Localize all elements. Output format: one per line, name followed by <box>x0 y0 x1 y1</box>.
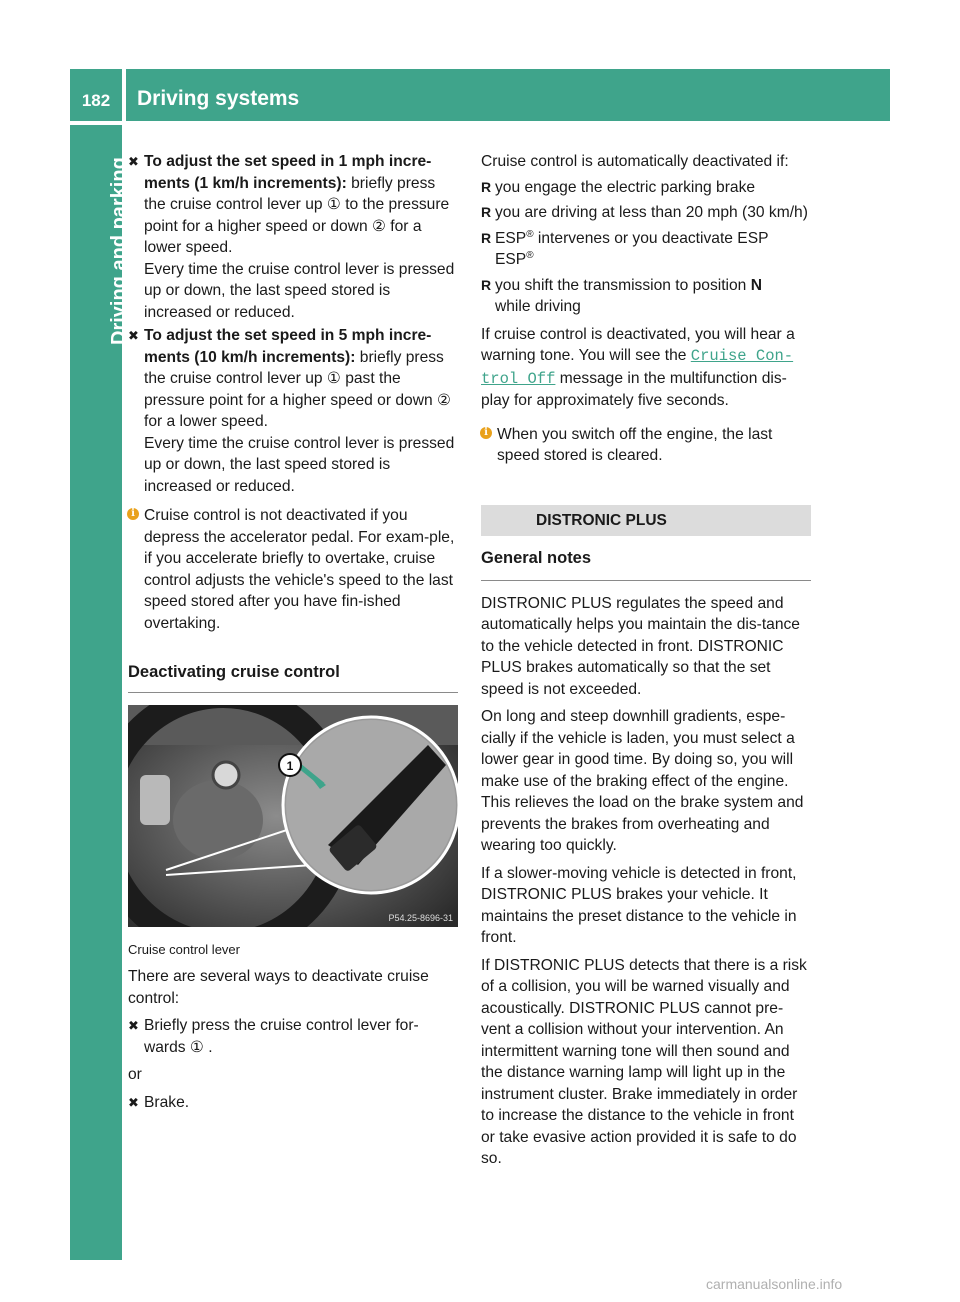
step-text: Brake. <box>144 1093 190 1111</box>
photo-code: P54.25-8696-31 <box>388 912 453 923</box>
info-text: When you switch off the engine, the last speed stored is cleared. <box>497 425 773 464</box>
cruise-lever-photo <box>128 705 458 927</box>
paragraph: If DISTRONIC PLUS detects that there is a risk of a collision, you will be warned visually and acoustically. DISTRONIC PLUS cannot pre-vent a collision without your intervention. An intermittent warning tone will then sound and the distance warning lamp will light up in the instrument cluster. Brake immediately in order to increase the distance to the vehicle in front or take evasive action provided it is safe to do so. <box>481 956 807 1167</box>
chapter-label-wrap <box>70 125 130 355</box>
instruction-step <box>128 325 458 497</box>
list-item-text: while driving <box>495 298 581 315</box>
step-extra: Every time the cruise control lever is pressed up or down, the last speed stored is increased or reduced. <box>144 434 455 495</box>
page-number: 182 <box>70 69 122 121</box>
info-note <box>128 505 458 634</box>
list-item-text: intervenes or you deactivate ESP <box>537 229 769 247</box>
page-header <box>70 69 890 121</box>
paragraph: There are several ways to deactivate cruise control: <box>128 968 429 1007</box>
chapter-label: Driving and parking <box>108 157 130 345</box>
info-icon: i <box>127 508 139 520</box>
paragraph: DISTRONIC PLUS regulates the speed and automatically helps you maintain the dis-tance to the vehicle detected in front. DISTRONIC PLUS brakes automatically so that the set speed is not exceeded. <box>481 594 800 698</box>
step-arrow-icon: ✖ <box>128 328 139 343</box>
registered-mark: ® <box>526 228 534 240</box>
bullet-icon: R <box>481 204 492 220</box>
step-heading: To adjust the set speed in 5 mph incre-ments (10 km/h increments): <box>144 327 432 366</box>
esp-label: ESP <box>495 251 527 268</box>
right-column <box>481 151 811 1170</box>
step-text: briefly press the cruise control lever up ① to the pressure point for a higher speed or down ② for a lower speed. <box>144 174 450 256</box>
step-arrow-icon: ✖ <box>128 154 139 169</box>
section-banner: DISTRONIC PLUS <box>481 505 811 537</box>
section-heading: Deactivating cruise control <box>128 662 458 693</box>
info-note <box>481 424 811 467</box>
bullet-icon: R <box>481 276 492 293</box>
photo-caption: Cruise control lever <box>128 941 240 957</box>
instruction-step <box>128 1092 458 1114</box>
bullet-icon: R <box>481 229 492 246</box>
step-heading: To adjust the set speed in 1 mph incre-ments (1 km/h increments): <box>144 153 432 192</box>
step-extra: Every time the cruise control lever is pressed up or down, the last speed stored is increased or reduced. <box>144 260 455 321</box>
photo-callout-number: 1 <box>286 758 294 773</box>
paragraph: On long and steep downhill gradients, espe-cially if the vehicle is laden, you must select a lower gear in good time. By doing so, you will make use of the braking effect of the engine. This relieves the load on the brake system and prevents the brakes from overheating and wearing too quickly. <box>481 708 804 854</box>
step-text: briefly press the cruise control lever up ① past the pressure point for a higher speed or down ② for a lower speed. <box>144 348 451 430</box>
esp-label: ESP <box>495 229 527 247</box>
step-arrow-icon: ✖ <box>128 1094 139 1110</box>
instruction-step <box>128 1015 458 1058</box>
list-item <box>481 177 811 199</box>
step-arrow-icon: ✖ <box>128 1018 139 1033</box>
watermark-url: carmanualsonline.info <box>706 1276 843 1292</box>
list-item-text: you engage the electric parking brake <box>495 178 756 196</box>
paragraph-text: If cruise control is deactivated, you will hear a warning tone. You will see the <box>481 325 795 364</box>
list-item <box>481 228 811 271</box>
display-message: Cruise Con-trol Off <box>481 347 794 388</box>
registered-mark: ® <box>526 249 534 261</box>
paragraph: If a slower-moving vehicle is detected in front, DISTRONIC PLUS brakes your vehicle. It maintains the preset distance to the vehicle in front. <box>481 864 797 946</box>
paragraph: Cruise control is automatically deactivated if: <box>481 153 789 170</box>
subsection-heading: General notes <box>481 548 811 581</box>
instruction-step <box>128 151 458 323</box>
list-item <box>481 202 811 224</box>
bullet-icon: R <box>481 178 492 195</box>
left-column <box>128 151 458 1115</box>
list-item-text: you shift the transmission to position <box>495 276 747 294</box>
page-title: Driving systems <box>126 69 890 121</box>
or-text: or <box>128 1066 142 1083</box>
list-item <box>481 275 811 318</box>
paragraph <box>481 324 811 412</box>
paragraph-text: message in the multifunction dis-play for approximately five seconds. <box>481 369 787 409</box>
list-item-text: you are driving at less than 20 mph (30 km/h) <box>495 204 808 221</box>
step-text: Briefly press the cruise control lever for-wards ① . <box>144 1017 419 1056</box>
photo-illustration <box>128 705 458 927</box>
info-text: Cruise control is not deactivated if you depress the accelerator pedal. For exam-ple, if you accelerate briefly to overtake, cruise control adjusts the vehicle's speed to the last speed stored after you have fin-ished overtaking. <box>144 507 455 632</box>
gear-position: N <box>750 276 762 294</box>
info-icon: i <box>480 427 492 439</box>
